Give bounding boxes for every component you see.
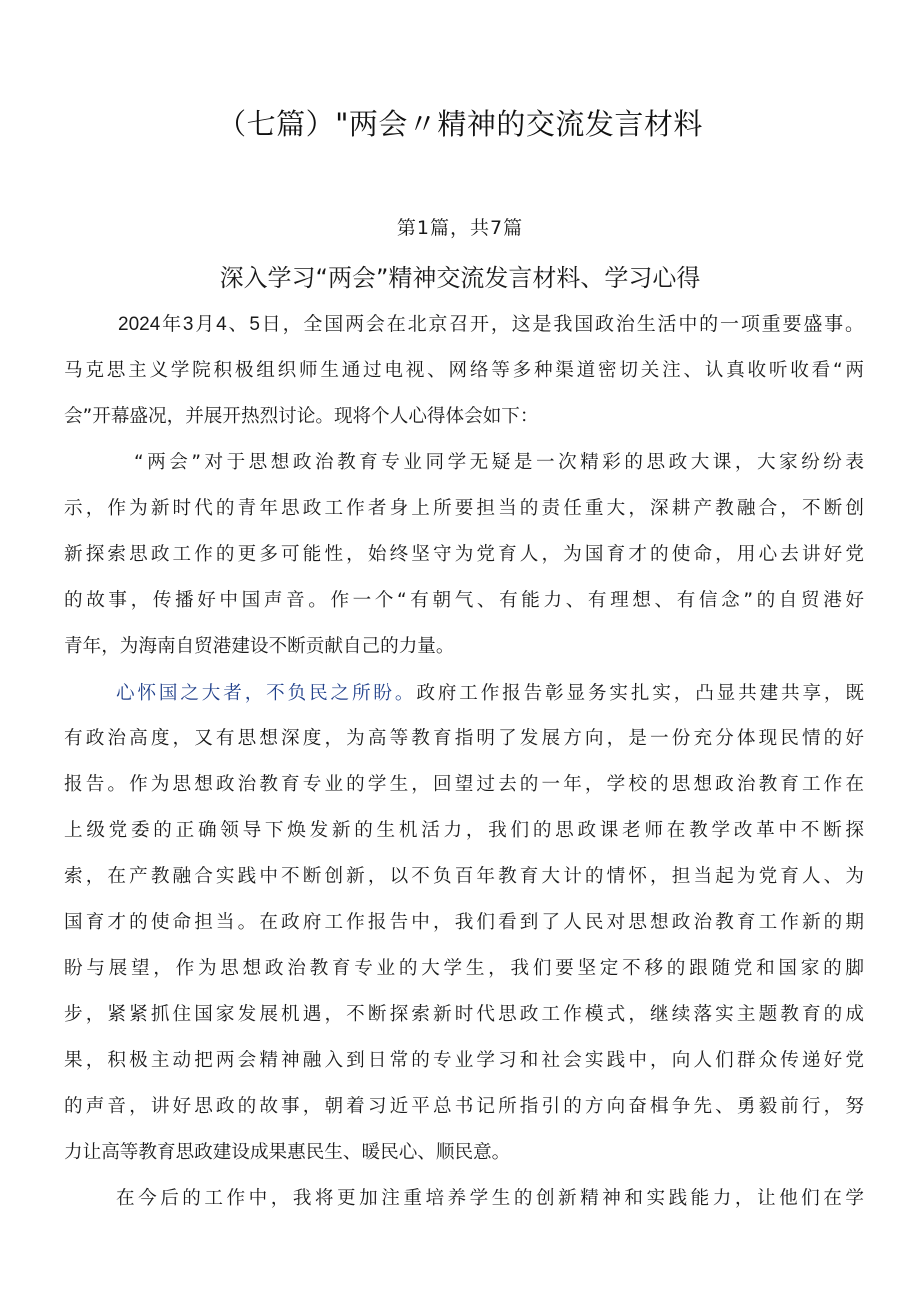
paragraph-line-rest: 政府工作报告彰显务实扎实，凸显共建共享，既 (416, 683, 864, 704)
article-title: 深入学习“两会”精神交流发言材料、学习心得 (219, 264, 701, 292)
paragraph-line: 马克思主义学院积极组织师生通过电视、网络等多种渠道密切关注、认真收听收看“两 (64, 360, 864, 381)
paragraph-line: 在今后的工作中，我将更加注重培养学生的创新精神和实践能力，让他们在学 (116, 1188, 864, 1209)
part-label: 第1篇，共7篇 (396, 217, 524, 239)
document-body (64, 302, 864, 1222)
paragraph-line: 上级党委的正确领导下焕发新的生机活力，我们的思政课老师在教学改革中不断探 (64, 820, 864, 841)
paragraph-line: 果，积极主动把两会精神融入到日常的专业学习和社会实践中，向人们群众传递好党 (64, 1050, 864, 1071)
paragraph-line: 索，在产教融合实践中不断创新，以不负百年教育大计的情怀，担当起为党育人、为 (64, 866, 864, 887)
paragraph-line: 示，作为新时代的青年思政工作者身上所要担当的责任重大，深耕产教融合，不断创 (64, 498, 864, 519)
paragraph-line (64, 670, 864, 716)
paragraph-line: 步，紧紧抓住国家发展机遇，不断探索新时代思政工作模式，继续落实主题教育的成 (64, 1004, 864, 1025)
paragraph-line: 力让高等教育思政建设成果惠民生、暖民心、顺民意。 (64, 1142, 511, 1163)
paragraph-line: 有政治高度，又有思想深度，为高等教育指明了发展方向，是一份充分体现民情的好 (64, 728, 864, 749)
document-title: （七篇）"两会〃精神的交流发言材料 (217, 107, 703, 141)
paragraph-line: 的故事，传播好中国声音。作一个“有朝气、有能力、有理想、有信念”的自贸港好 (64, 590, 864, 611)
paragraph-line: 2024年3月4、5日，全国两会在北京召开，这是我国政治生活中的一项重要盛事。 (118, 314, 864, 335)
paragraph-line: 新探索思政工作的更多可能性，始终坚守为党育人，为国育才的使命，用心去讲好党 (64, 544, 864, 565)
highlighted-phrase: 心怀国之大者，不负民之所盼。 (116, 682, 417, 703)
paragraph-line: 青年，为海南自贸港建设不断贡献自己的力量。 (64, 636, 455, 657)
paragraph-line: 国育才的使命担当。在政府工作报告中，我们看到了人民对思想政治教育工作新的期 (64, 912, 864, 933)
paragraph-line: 报告。作为思想政治教育专业的学生，回望过去的一年，学校的思想政治教育工作在 (64, 774, 864, 795)
paragraph-line: “两会”对于思想政治教育专业同学无疑是一次精彩的思政大课，大家纷纷表 (134, 452, 864, 473)
paragraph-line: 的声音，讲好思政的故事，朝着习近平总书记所指引的方向奋楫争先、勇毅前行，努 (64, 1096, 864, 1117)
paragraph-line: 会”开幕盛况，并展开热烈讨论。现将个人心得体会如下： (64, 406, 539, 427)
paragraph-line: 盼与展望，作为思想政治教育专业的大学生，我们要坚定不移的跟随党和国家的脚 (64, 958, 864, 979)
